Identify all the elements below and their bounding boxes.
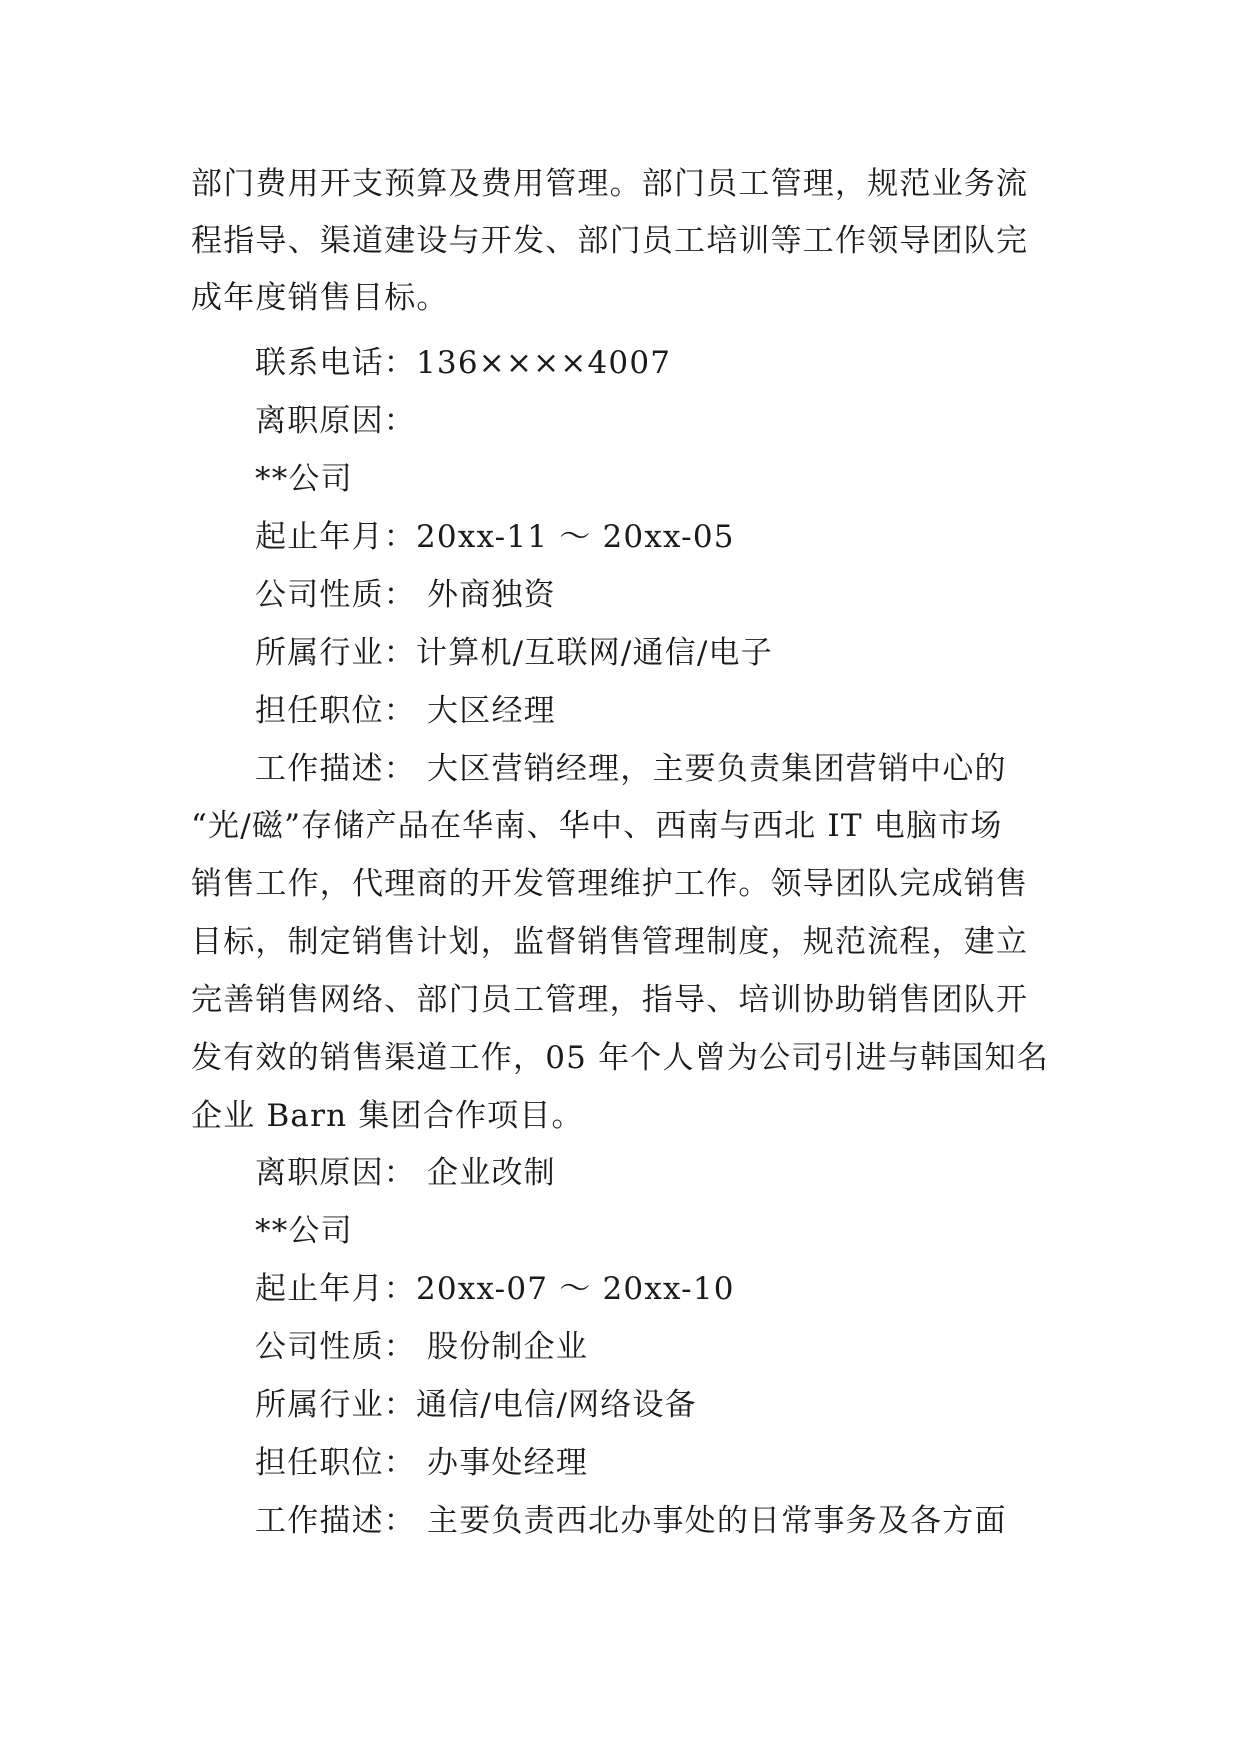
position: 担任职位： 办事处经理 [255, 1445, 589, 1481]
contact-phone: 联系电话：136××××4007 [255, 345, 672, 381]
paragraph-line: 成年度销售目标。 [191, 280, 449, 316]
industry: 所属行业：计算机/互联网/通信/电子 [255, 635, 773, 671]
paragraph-line: “光/磁”存储产品在华南、华中、西南与西北 IT 电脑市场 [191, 808, 1003, 844]
leave-reason: 离职原因： 企业改制 [255, 1155, 556, 1191]
paragraph-line: 程指导、渠道建设与开发、部门员工培训等工作领导团队完 [191, 223, 1029, 259]
company-name: **公司 [255, 1213, 353, 1249]
job-description: 工作描述： 主要负责西北办事处的日常事务及各方面 [255, 1503, 1007, 1539]
company-name: **公司 [255, 461, 353, 497]
job-description: 工作描述： 大区营销经理，主要负责集团营销中心的 [255, 751, 1007, 787]
industry: 所属行业：通信/电信/网络设备 [255, 1387, 697, 1423]
leave-reason: 离职原因： [255, 403, 416, 439]
position: 担任职位： 大区经理 [255, 693, 556, 729]
company-type: 公司性质： 外商独资 [255, 577, 556, 613]
employment-period: 起止年月：20xx-07 ～ 20xx-10 [255, 1271, 735, 1307]
employment-period: 起止年月：20xx-11 ～ 20xx-05 [255, 519, 735, 555]
paragraph-line: 发有效的销售渠道工作，05 年个人曾为公司引进与韩国知名 [191, 1040, 1049, 1076]
paragraph-line: 部门费用开支预算及费用管理。部门员工管理，规范业务流 [191, 166, 1029, 202]
paragraph-line: 企业 Barn 集团合作项目。 [191, 1098, 584, 1134]
company-type: 公司性质： 股份制企业 [255, 1329, 589, 1365]
paragraph-line: 销售工作，代理商的开发管理维护工作。领导团队完成销售 [191, 866, 1029, 902]
paragraph-line: 完善销售网络、部门员工管理，指导、培训协助销售团队开 [191, 982, 1029, 1018]
paragraph-line: 目标，制定销售计划，监督销售管理制度，规范流程，建立 [191, 924, 1029, 960]
